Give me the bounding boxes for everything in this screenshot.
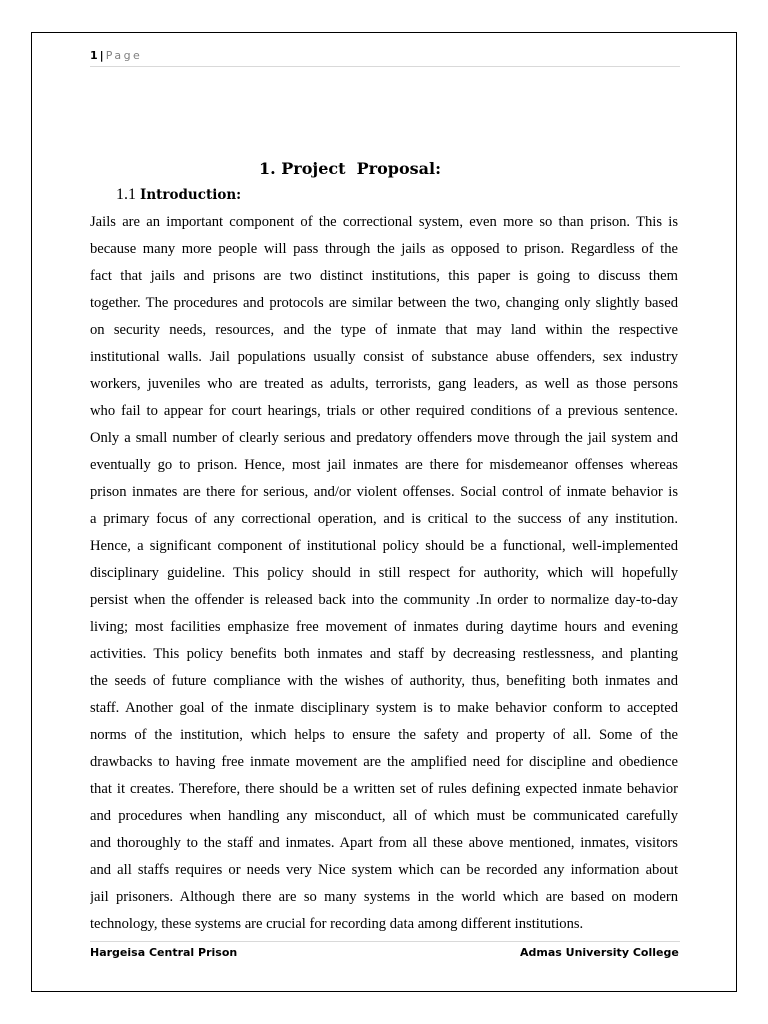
page-header [90,47,680,67]
body-line: staff. Another goal of the inmate disciplinary system is to make behavior conform to accepted [90,700,678,716]
body-line: Hence, a significant component of institutional policy should be a functional, well-implemented [90,538,678,554]
body-line: on security needs, resources, and the type of inmate that may land within the respective [90,322,678,338]
page-separator: | [99,49,104,62]
body-line: that it creates. Therefore, there should be a written set of rules defining expected inmate behavior [90,781,678,797]
body-line: together. The procedures and protocols are similar between the two, changing only slightly based [90,295,678,311]
subsection-heading [116,184,241,206]
subsection-number: 1.1 [116,186,140,203]
footer-college: Admas University College [520,946,679,959]
body-line: Only a small number of clearly serious and predatory offenders move through the jail system and [90,430,678,446]
body-line: and thoroughly to the staff and inmates. Apart from all these above mentioned, inmates, visitors [90,835,678,851]
body-line: drawbacks to having free inmate movement are the amplified need for discipline and obedience [90,754,678,770]
page-label: Page [105,49,143,62]
body-line: because many more people will pass through the jails as opposed to prison. Regardless of the [90,241,678,257]
body-line: norms of the institution, which helps to ensure the safety and property of all. Some of the [90,727,678,743]
body-line: and procedures when handling any misconduct, all of which must be communicated carefully [90,808,678,824]
body-line: living; most facilities emphasize free movement of inmates during daytime hours and evening [90,619,678,635]
page-footer [90,941,680,959]
body-line: who fail to appear for court hearings, trials or other required conditions of a previous sentence. [90,403,678,419]
body-line: a primary focus of any correctional operation, and is critical to the success of any institution. [90,511,678,527]
body-line: fact that jails and prisons are two distinct institutions, this paper is going to discuss them [90,268,678,284]
subsection-label: Introduction: [140,187,242,203]
body-line: technology, these systems are crucial for recording data among different institutions. [90,916,584,932]
footer-institution: Hargeisa Central Prison [90,946,238,959]
body-line: activities. This policy benefits both inmates and staff by decreasing restlessness, and planting [90,646,678,662]
body-line: institutional walls. Jail populations usually consist of substance abuse offenders, sex industry [90,349,678,365]
body-line: persist when the offender is released back into the community .In order to normalize day-to-day [90,592,678,608]
body-line: jail prisoners. Although there are so many systems in the world which are based on modern [90,889,678,905]
body-line: eventually go to prison. Hence, most jail inmates are there for misdemeanor offenses whereas [90,457,678,473]
body-line: Jails are an important component of the correctional system, even more so than prison. This is [90,214,678,230]
body-line: workers, juveniles who are treated as adults, terrorists, gang leaders, as well as those persons [90,376,678,392]
body-paragraph [90,209,678,938]
section-title: 1. Project Proposal: [259,159,441,178]
body-line: prison inmates are there for serious, and/or violent offenses. Social control of inmate behavior is [90,484,678,500]
page-number: 1 [90,49,98,62]
body-line: disciplinary guideline. This policy should in still respect for authority, which will hopefully [90,565,678,581]
body-line: the seeds of future compliance with the wishes of authority, thus, benefiting both inmates and [90,673,678,689]
body-line: and all staffs requires or needs very Nice system which can be recorded any information about [90,862,678,878]
